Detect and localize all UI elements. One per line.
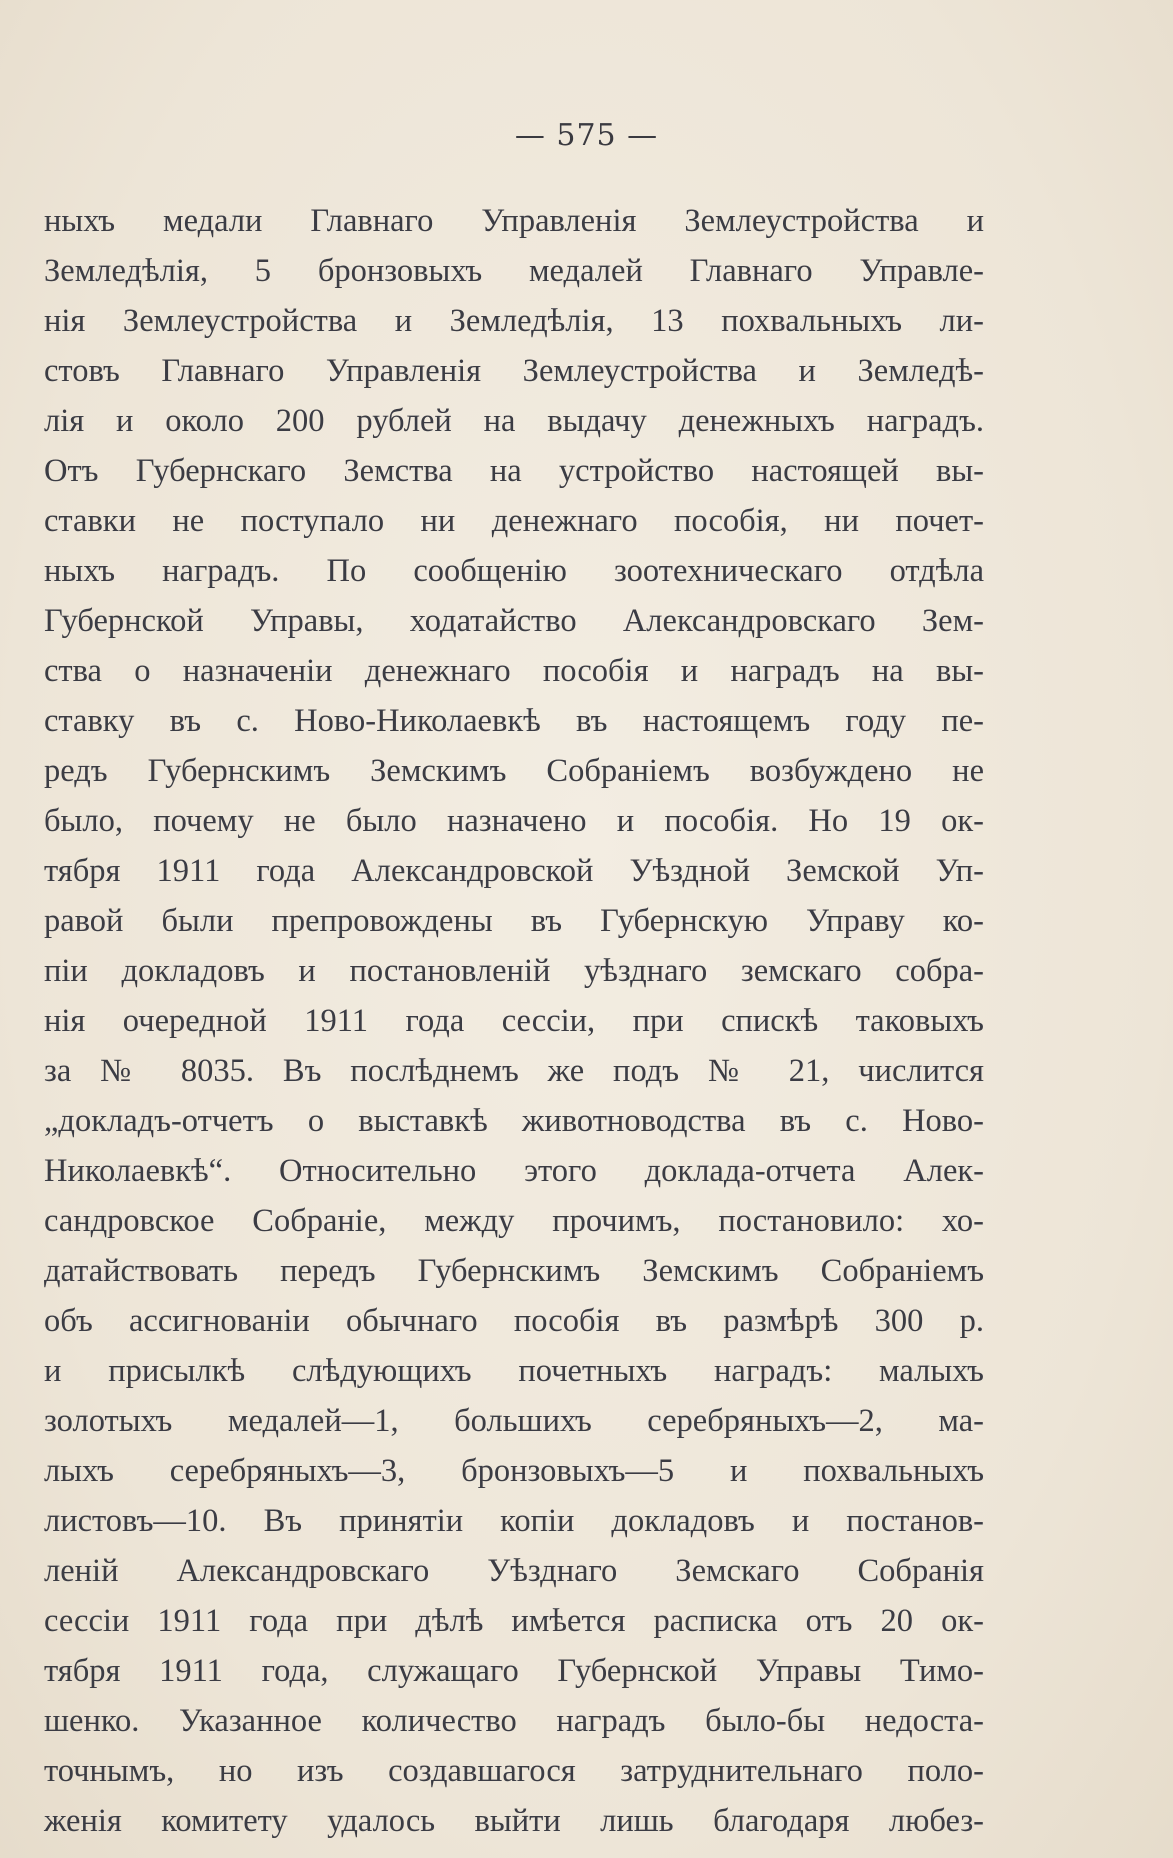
text-line: ныхъ медали Главнаго Управленія Землеустройства и bbox=[44, 203, 984, 239]
page-number: — 575 — bbox=[514, 118, 659, 153]
text-line: редъ Губернскимъ Земскимъ Собраніемъ возбуждено не bbox=[44, 753, 984, 789]
text-line: было, почему не было назначено и пособія. Но 19 ок- bbox=[44, 803, 984, 839]
text-line: піи докладовъ и постановленій уѣзднаго земскаго собра- bbox=[44, 953, 984, 989]
text-line: Николаевкѣ“. Относительно этого доклада-отчета Алек- bbox=[44, 1153, 984, 1189]
text-line: нія очередной 1911 года сессіи, при спискѣ таковыхъ bbox=[44, 1003, 984, 1039]
text-line: ставки не поступало ни денежнаго пособія, ни почет- bbox=[44, 503, 984, 539]
text-line: женія комитету удалось выйти лишь благодаря любез- bbox=[44, 1803, 984, 1839]
text-line: объ ассигнованіи обычнаго пособія въ размѣрѣ 300 р. bbox=[44, 1303, 984, 1339]
text-line: стовъ Главнаго Управленія Землеустройства и Земледѣ- bbox=[44, 353, 984, 389]
text-line: за № 8035. Въ послѣднемъ же подъ № 21, числится bbox=[44, 1053, 984, 1089]
text-line: равой были препровождены въ Губернскую Управу ко- bbox=[44, 903, 984, 939]
text-line: листовъ—10. Въ принятіи копіи докладовъ и постанов- bbox=[44, 1503, 984, 1539]
text-line: сессіи 1911 года при дѣлѣ имѣется расписка отъ 20 ок- bbox=[44, 1603, 984, 1639]
text-line: тября 1911 года, служащаго Губернской Управы Тимо- bbox=[44, 1653, 984, 1689]
body-text bbox=[44, 196, 984, 1846]
text-line: сандровское Собраніе, между прочимъ, постановило: хо- bbox=[44, 1203, 984, 1239]
text-line: ставку въ с. Ново-Николаевкѣ въ настоящемъ году пе- bbox=[44, 703, 984, 739]
text-line: „докладъ-отчетъ о выставкѣ животноводства въ с. Ново- bbox=[44, 1103, 984, 1139]
text-line: лыхъ серебряныхъ—3, бронзовыхъ—5 и похвальныхъ bbox=[44, 1453, 984, 1489]
text-line: Губернской Управы, ходатайство Александровскаго Зем- bbox=[44, 603, 984, 639]
text-line: шенко. Указанное количество наградъ было-бы недоста- bbox=[44, 1703, 984, 1739]
text-line: ства о назначеніи денежнаго пособія и наградъ на вы- bbox=[44, 653, 984, 689]
text-line: Отъ Губернскаго Земства на устройство настоящей вы- bbox=[44, 453, 984, 489]
text-line: лія и около 200 рублей на выдачу денежныхъ наградъ. bbox=[44, 403, 984, 439]
text-line: леній Александровскаго Уѣзднаго Земскаго Собранія bbox=[44, 1553, 984, 1589]
text-line: нія Землеустройства и Земледѣлія, 13 похвальныхъ ли- bbox=[44, 303, 984, 339]
text-line: датайствовать передъ Губернскимъ Земскимъ Собраніемъ bbox=[44, 1253, 984, 1289]
text-line: и присылкѣ слѣдующихъ почетныхъ наградъ: малыхъ bbox=[44, 1353, 984, 1389]
text-line: золотыхъ медалей—1, большихъ серебряныхъ—2, ма- bbox=[44, 1403, 984, 1439]
text-line: тября 1911 года Александровской Уѣздной Земской Уп- bbox=[44, 853, 984, 889]
text-line: точнымъ, но изъ создавшагося затруднительнаго поло- bbox=[44, 1753, 984, 1789]
text-line: ныхъ наградъ. По сообщенію зоотехническаго отдѣла bbox=[44, 553, 984, 589]
text-line: Земледѣлія, 5 бронзовыхъ медалей Главнаго Управле- bbox=[44, 253, 984, 289]
